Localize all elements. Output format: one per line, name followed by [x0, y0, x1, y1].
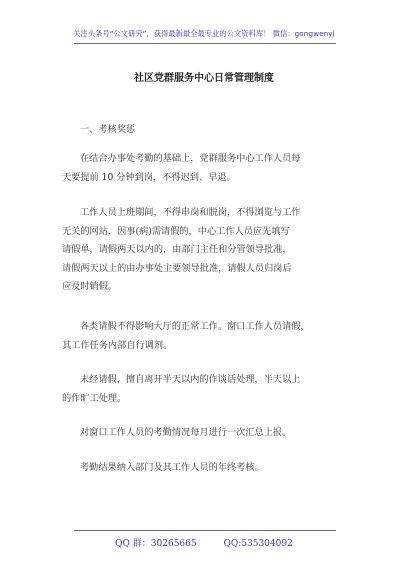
paragraph-line: 应及时销假。 — [62, 281, 118, 293]
paragraph-line: 工作人员上班期间，不得串岗和脱岗，不得浏览与工作 — [80, 207, 301, 218]
paragraph-line: 考勤结果纳入部门及其工作人员的年终考核。 — [80, 462, 264, 473]
document-title: 社区党群服务中心日常管理制度 — [134, 73, 274, 84]
paragraph-line: 其工作任务内部自行调剂。 — [62, 339, 173, 351]
paragraph-line: 未经请假，擅自离开半天以内的作谈话处理，半天以上 — [80, 374, 301, 385]
paragraph-line: 在结合办事处考勤的基础上，党群服务中心工作人员每 — [80, 153, 301, 164]
paragraph-5 — [62, 424, 352, 443]
paragraph-line: 请假单，请假两天以内的，由部门主任和分管领导批准， — [62, 244, 292, 256]
paragraph-line: 无关的网站，因事(病)需请假的，中心工作人员应先填写 — [62, 225, 290, 237]
footer-qq-number: QQ:535304092 — [223, 539, 293, 549]
paragraph-line: 各类请假不得影响大厅的正常工作。窗口工作人员请假， — [80, 321, 310, 332]
paragraph-line: 的作旷工处理。 — [62, 392, 127, 404]
footer-divider — [74, 530, 336, 531]
paragraph-1 — [62, 150, 352, 187]
paragraph-4 — [62, 371, 352, 408]
footer-qq-group: QQ 群：30265665 — [115, 539, 197, 549]
paragraph-line: 请假两天以上的由办事处主要领导批准，请假人员归岗后 — [62, 262, 292, 274]
header-banner: 关注头条号“公文研究”，获得最新最全最专业的公文资料库！ 微信：gongwenyj — [73, 29, 335, 38]
paragraph-3 — [62, 318, 352, 355]
paragraph-line: 天要提前 10 分钟到岗，不得迟到、早退。 — [62, 171, 236, 183]
footer — [0, 536, 408, 549]
paragraph-line: 对窗口工作人员的考勤情况每月进行一次汇总上报。 — [80, 427, 292, 438]
section-heading: 一、考核奖惩 — [80, 124, 136, 135]
paragraph-2 — [62, 204, 352, 297]
paragraph-6 — [62, 459, 352, 478]
header-divider — [74, 43, 336, 44]
